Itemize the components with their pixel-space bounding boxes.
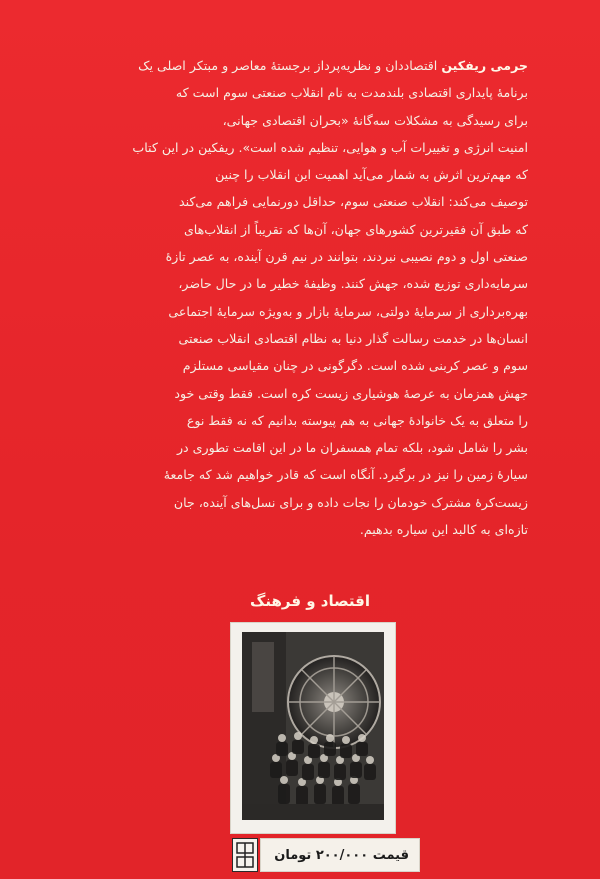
blurb-line: جهش همزمان به عرصهٔ هوشیاری زیست کره است. فقط وقتی خود xyxy=(174,385,528,401)
blurb-line: را متعلق به یک خانوادهٔ جهانی به هم پیوسته بدانیم که نه فقط نوع xyxy=(186,412,528,428)
blurb-line: انسان‌ها در خدمت رسالت گذار دنیا به نظام اقتصادی انقلاب صنعتی xyxy=(178,330,528,346)
author-name: جرمی ریفکین xyxy=(441,58,528,73)
series-title: اقتصاد و فرهنگ xyxy=(250,592,370,610)
blurb-line: که طبق آن فقیرترین کشورهای جهان، آن‌ها که تقریباً از انقلاب‌های xyxy=(183,221,528,237)
blurb-line: سوم و عصر کربنی شده است. دگرگونی در چنان مقیاسی مستلزم xyxy=(182,358,528,374)
blurb-line: توصیف می‌کند: انقلاب صنعتی سوم، حداقل دورنمایی فراهم می‌کند xyxy=(179,194,528,210)
blurb-line: که مهم‌ترین اثرش به شمار می‌آید اهمیت این انقلاب را چنین xyxy=(215,167,528,183)
blurb-line: امنیت انرژی و تغییرات آب و هوایی، تنظیم شده است». ریفکین در این کتاب xyxy=(132,139,528,155)
blurb-line xyxy=(70,52,528,79)
blurb-line-text: اقتصاددان و نظریه‌پرداز برجستهٔ معاصر و مبتکر اصلی یک xyxy=(138,58,442,73)
blurb-line: سرمایه‌داری توزیع شده، جهش کنند. وظیفهٔ خطیر ما در حال حاضر، xyxy=(178,276,528,292)
blurb-line: زیست‌کرهٔ مشترک خودمان را نجات داده و برای نسل‌های آینده، جان xyxy=(173,494,528,510)
price-tag: قیمت ۲۰۰/۰۰۰ تومان xyxy=(260,838,420,872)
blurb-line: صنعتی اول و دوم نصیبی نبردند، بتوانند در نیم قرن آینده، به عصر تازهٔ xyxy=(165,249,528,265)
vintage-photo xyxy=(242,632,384,820)
blurb-line: بهره‌برداری از سرمایهٔ دولتی، سرمایهٔ بازار و به‌ویژه سرمایهٔ اجتماعی xyxy=(168,303,528,319)
blurb-line: برنامهٔ پایداری اقتصادی بلندمدت به نام انقلاب صنعتی سوم است که xyxy=(175,85,528,101)
blurb-line: تازه‌ای به کالبد این سیاره بدهیم. xyxy=(359,522,528,538)
photo-frame xyxy=(230,622,396,834)
blurb-line: برای رسیدگی به مشکلات سه‌گانهٔ «بحران اقتصادی جهانی، xyxy=(222,112,528,128)
publisher-logo-mark xyxy=(233,839,257,871)
blurb-text xyxy=(70,52,528,543)
publisher-logo-icon xyxy=(232,838,258,872)
vintage-photo-illustration xyxy=(242,632,384,820)
blurb-line: بشر را شامل شود، بلکه تمام همسفران ما در این اقامت تطوری در xyxy=(176,440,528,456)
blurb-line: سیارهٔ زمین را نیز در برگیرد. آنگاه است که قادر خواهیم شد که جامعهٔ xyxy=(163,467,528,483)
